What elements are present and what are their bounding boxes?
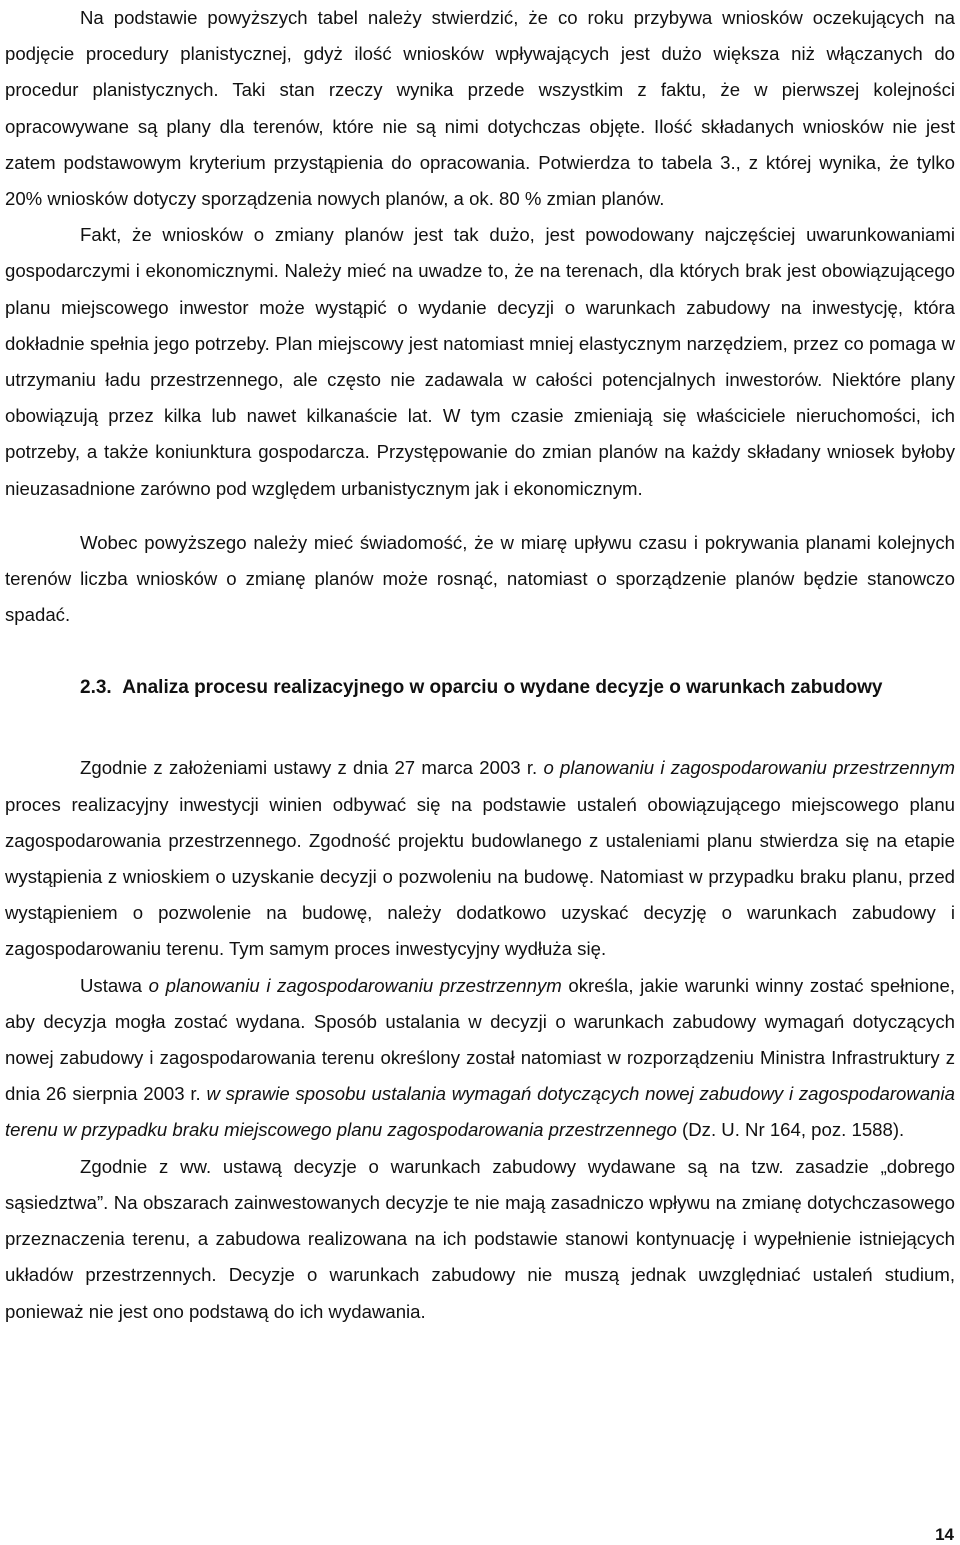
paragraph-6 xyxy=(5,1149,955,1330)
paragraph-5 xyxy=(5,968,955,1149)
paragraph-5-middle: określa, jakie warunki winny zostać spełnione, aby decyzja mogła zostać wydana. Sposób ustalania w decyzji o warunkach zabudowy wymagań dotyczących nowej zabudowy i zagospodarowania terenu określony został natomiast w rozporządzeniu Ministra Infrastruktury z dnia 26 sierpnia 2003 r. xyxy=(5,974,955,1105)
paragraph-5-after: (Dz. U. Nr 164, poz. 1588). xyxy=(676,1119,905,1141)
paragraph-5-before: Ustawa xyxy=(80,974,149,996)
paragraph-5-italic-1: o planowaniu i zagospodarowaniu przestrzennym xyxy=(148,974,562,996)
paragraph-2 xyxy=(5,217,955,507)
paragraph-3 xyxy=(5,525,955,634)
paragraph-4-after: proces realizacyjny inwestycji winien odbywać się na podstawie ustaleń obowiązującego miejscowego planu zagospodarowania przestrzennego. Zgodność projektu budowlanego z ustaleniami planu stwierdza się na etapie wystąpienia z wnioskiem o uzyskanie decyzji o pozwoleniu na budowę. Natomiast w przypadku braku planu, przed wystąpieniem o pozwolenie na budowę, należy dodatkowo uzyskać decyzję o warunkach zabudowy i zagospodarowaniu terenu. Tym samym proces inwestycyjny wydłuża się. xyxy=(5,793,955,960)
paragraph-4-italic: o planowaniu i zagospodarowaniu przestrzennym xyxy=(543,757,955,779)
section-heading xyxy=(5,669,955,706)
section-number: 2.3. xyxy=(80,677,112,699)
paragraph-4 xyxy=(5,750,955,967)
paragraph-2-text: Fakt, że wniosków o zmiany planów jest tak dużo, jest powodowany najczęściej uwarunkowaniami gospodarczymi i ekonomicznymi. Należy mieć na uwadze to, że na terenach, dla których brak jest obowiązującego planu miejscowego inwestor może wystąpić o wydanie decyzji o warunkach zabudowy na inwestycję, która dokładnie spełnia jego potrzeby. Plan miejscowy jest natomiast mniej elastycznym narzędziem, przez co pomaga w utrzymaniu ładu przestrzennego, ale często nie zadawala w całości potencjalnych inwestorów. Niektóre plany obowiązują przez kilka lub nawet kilkanaście lat. W tym czasie zmieniają się właściciele nieruchomości, ich potrzeby, a także koniunktura gospodarcza. Przystępowanie do zmian planów na każdy składany wniosek byłoby nieuzasadnione zarówno pod względem urbanistycznym jak i ekonomicznym. xyxy=(5,224,955,499)
paragraph-3-text: Wobec powyższego należy mieć świadomość, że w miarę upływu czasu i pokrywania planami kolejnych terenów liczba wniosków o zmianę planów może rosnąć, natomiast o sporządzenie planów będzie stanowczo spadać. xyxy=(5,531,955,626)
paragraph-6-text: Zgodnie z ww. ustawą decyzje o warunkach zabudowy wydawane są na tzw. zasadzie „dobrego sąsiedztwa”. Na obszarach zainwestowanych decyzje te nie mają zasadniczo wpływu na zmianę dotychczasowego przeznaczenia terenu, a zabudowa realizowana na ich podstawie stanowi kontynuację i wypełnienie istniejących układów przestrzennych. Decyzje o warunkach zabudowy nie muszą jednak uwzględniać ustaleń studium, ponieważ nie jest ono podstawą do ich wydawania. xyxy=(5,1155,955,1322)
paragraph-4-before: Zgodnie z założeniami ustawy z dnia 27 marca 2003 r. xyxy=(80,757,544,779)
paragraph-1-text: Na podstawie powyższych tabel należy stwierdzić, że co roku przybywa wniosków oczekujących na podjęcie procedury planistycznej, gdyż ilość wniosków wpływających jest dużo większa niż włączanych do procedur planistycznych. Taki stan rzeczy wynika przede wszystkim z faktu, że w pierwszej kolejności opracowywane są plany dla terenów, które nie są nimi dotychczas objęte. Ilość składanych wniosków nie jest zatem podstawowym kryterium przystąpienia do opracowania. Potwierdza to tabela 3., z której wynika, że tylko 20% wniosków dotyczy sporządzenia nowych planów, a ok. 80 % zmian planów. xyxy=(5,7,955,210)
page-number: 14 xyxy=(935,1525,954,1544)
section-title: Analiza procesu realizacyjnego w oparciu o wydane decyzje o warunkach zabudowy xyxy=(122,677,883,699)
document-page xyxy=(5,0,955,1330)
paragraph-1 xyxy=(5,0,955,217)
paragraph-5-italic-2: w sprawie sposobu ustalania wymagań dotyczących nowej zabudowy i zagospodarowania terenu w przypadku braku miejscowego planu zagospodarowania przestrzennego xyxy=(5,1083,955,1141)
